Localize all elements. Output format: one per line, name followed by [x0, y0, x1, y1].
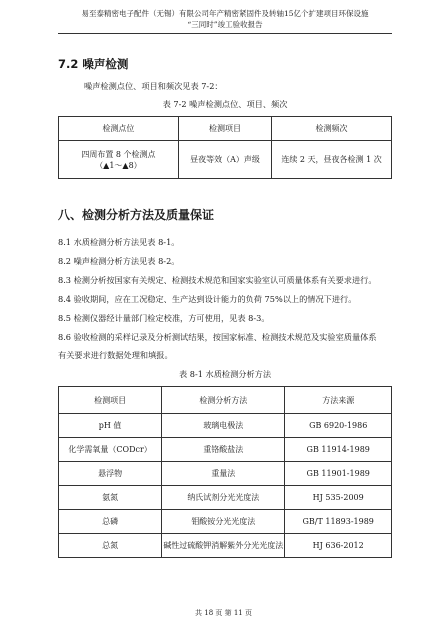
item-cell: 总氮: [59, 534, 162, 558]
table-header-cell: 检测分析方法: [162, 387, 285, 414]
method-cell: 碱性过硫酸钾消解紫外分光光度法: [162, 534, 285, 558]
method-cell: 玻璃电极法: [162, 414, 285, 438]
table-row: [59, 486, 392, 510]
point-cell: [59, 141, 179, 179]
method-cell: 重铬酸盐法: [162, 438, 285, 462]
table-row: [59, 510, 392, 534]
section-7-2-title: 7.2 噪声检测: [58, 57, 129, 71]
item-cell: 氨氮: [59, 486, 162, 510]
method-cell: 重量法: [162, 462, 285, 486]
table-row: [59, 534, 392, 558]
table-8-1-header-row: [59, 387, 392, 414]
table-7-2-header-row: [59, 117, 392, 141]
header-line-2: “三同时”竣工验收报告: [187, 20, 263, 29]
table-header-cell: 检测点位: [59, 117, 179, 141]
table-row: [59, 462, 392, 486]
item-cell: pH 值: [59, 414, 162, 438]
paragraph: 8.1 水质检测分析方法见表 8-1。: [58, 237, 180, 247]
header-rule: [58, 33, 392, 34]
section-8-title: 八、检测分析方法及质量保证: [58, 208, 215, 222]
table-header-cell: 检测项目: [178, 117, 271, 141]
table-7-2: [58, 116, 392, 179]
paragraph: 8.4 验收期间，应在工况稳定、生产达到设计能力的负荷 75%以上的情况下进行。: [58, 294, 357, 304]
table-row: [59, 141, 392, 179]
source-cell: GB/T 11893-1989: [285, 510, 392, 534]
item-cell: 化学需氧量（CODcr）: [59, 438, 162, 462]
table-header-cell: 方法来源: [285, 387, 392, 414]
table-8-1: [58, 386, 392, 558]
item-cell: 昼夜等效（A）声级: [178, 141, 271, 179]
item-cell: 悬浮物: [59, 462, 162, 486]
point-line-1: 四周布置 8 个检测点: [81, 149, 156, 159]
section-7-2-intro: 噪声检测点位、项目和频次见表 7-2：: [84, 81, 223, 91]
source-cell: GB 11901-1989: [285, 462, 392, 486]
paragraph: 8.6 验收检测的采样记录及分析测试结果，按国家标准、检测技术规范及实验室质量体系: [58, 332, 377, 342]
paragraph: 8.5 检测仪器经计量部门检定校准，方可使用，见表 8-3。: [58, 313, 270, 323]
paragraph: 8.2 噪声检测分析方法见表 8-2。: [58, 256, 180, 266]
source-cell: GB 6920-1986: [285, 414, 392, 438]
page-header: [60, 8, 390, 30]
table-8-1-caption: 表 8-1 水质检测分析方法: [178, 369, 272, 379]
point-line-2: （▲1～▲8）: [95, 160, 142, 170]
table-row: [59, 414, 392, 438]
table-row: [59, 438, 392, 462]
source-cell: GB 11914-1989: [285, 438, 392, 462]
paragraph: 有关要求进行数据处理和填报。: [58, 350, 173, 360]
method-cell: 纳氏试剂分光光度法: [162, 486, 285, 510]
freq-cell: 连续 2 天，昼夜各检测 1 次: [272, 141, 392, 179]
table-7-2-caption: 表 7-2 噪声检测点位、项目、频次: [162, 99, 288, 109]
method-cell: 钼酸铵分光光度法: [162, 510, 285, 534]
header-line-1: 易至泰精密电子配件（无锡）有限公司年产精密紧固件及转轴15亿个扩建项目环保设施: [81, 9, 369, 18]
table-header-cell: 检测项目: [59, 387, 162, 414]
source-cell: HJ 636-2012: [285, 534, 392, 558]
item-cell: 总磷: [59, 510, 162, 534]
table-header-cell: 检测频次: [272, 117, 392, 141]
paragraph: 8.3 检测分析按国家有关规定、检测技术规范和国家实验室认可质量体系有关要求进行。: [58, 275, 377, 285]
page-footer: 共 18 页 第 11 页: [195, 609, 252, 617]
source-cell: HJ 535-2009: [285, 486, 392, 510]
